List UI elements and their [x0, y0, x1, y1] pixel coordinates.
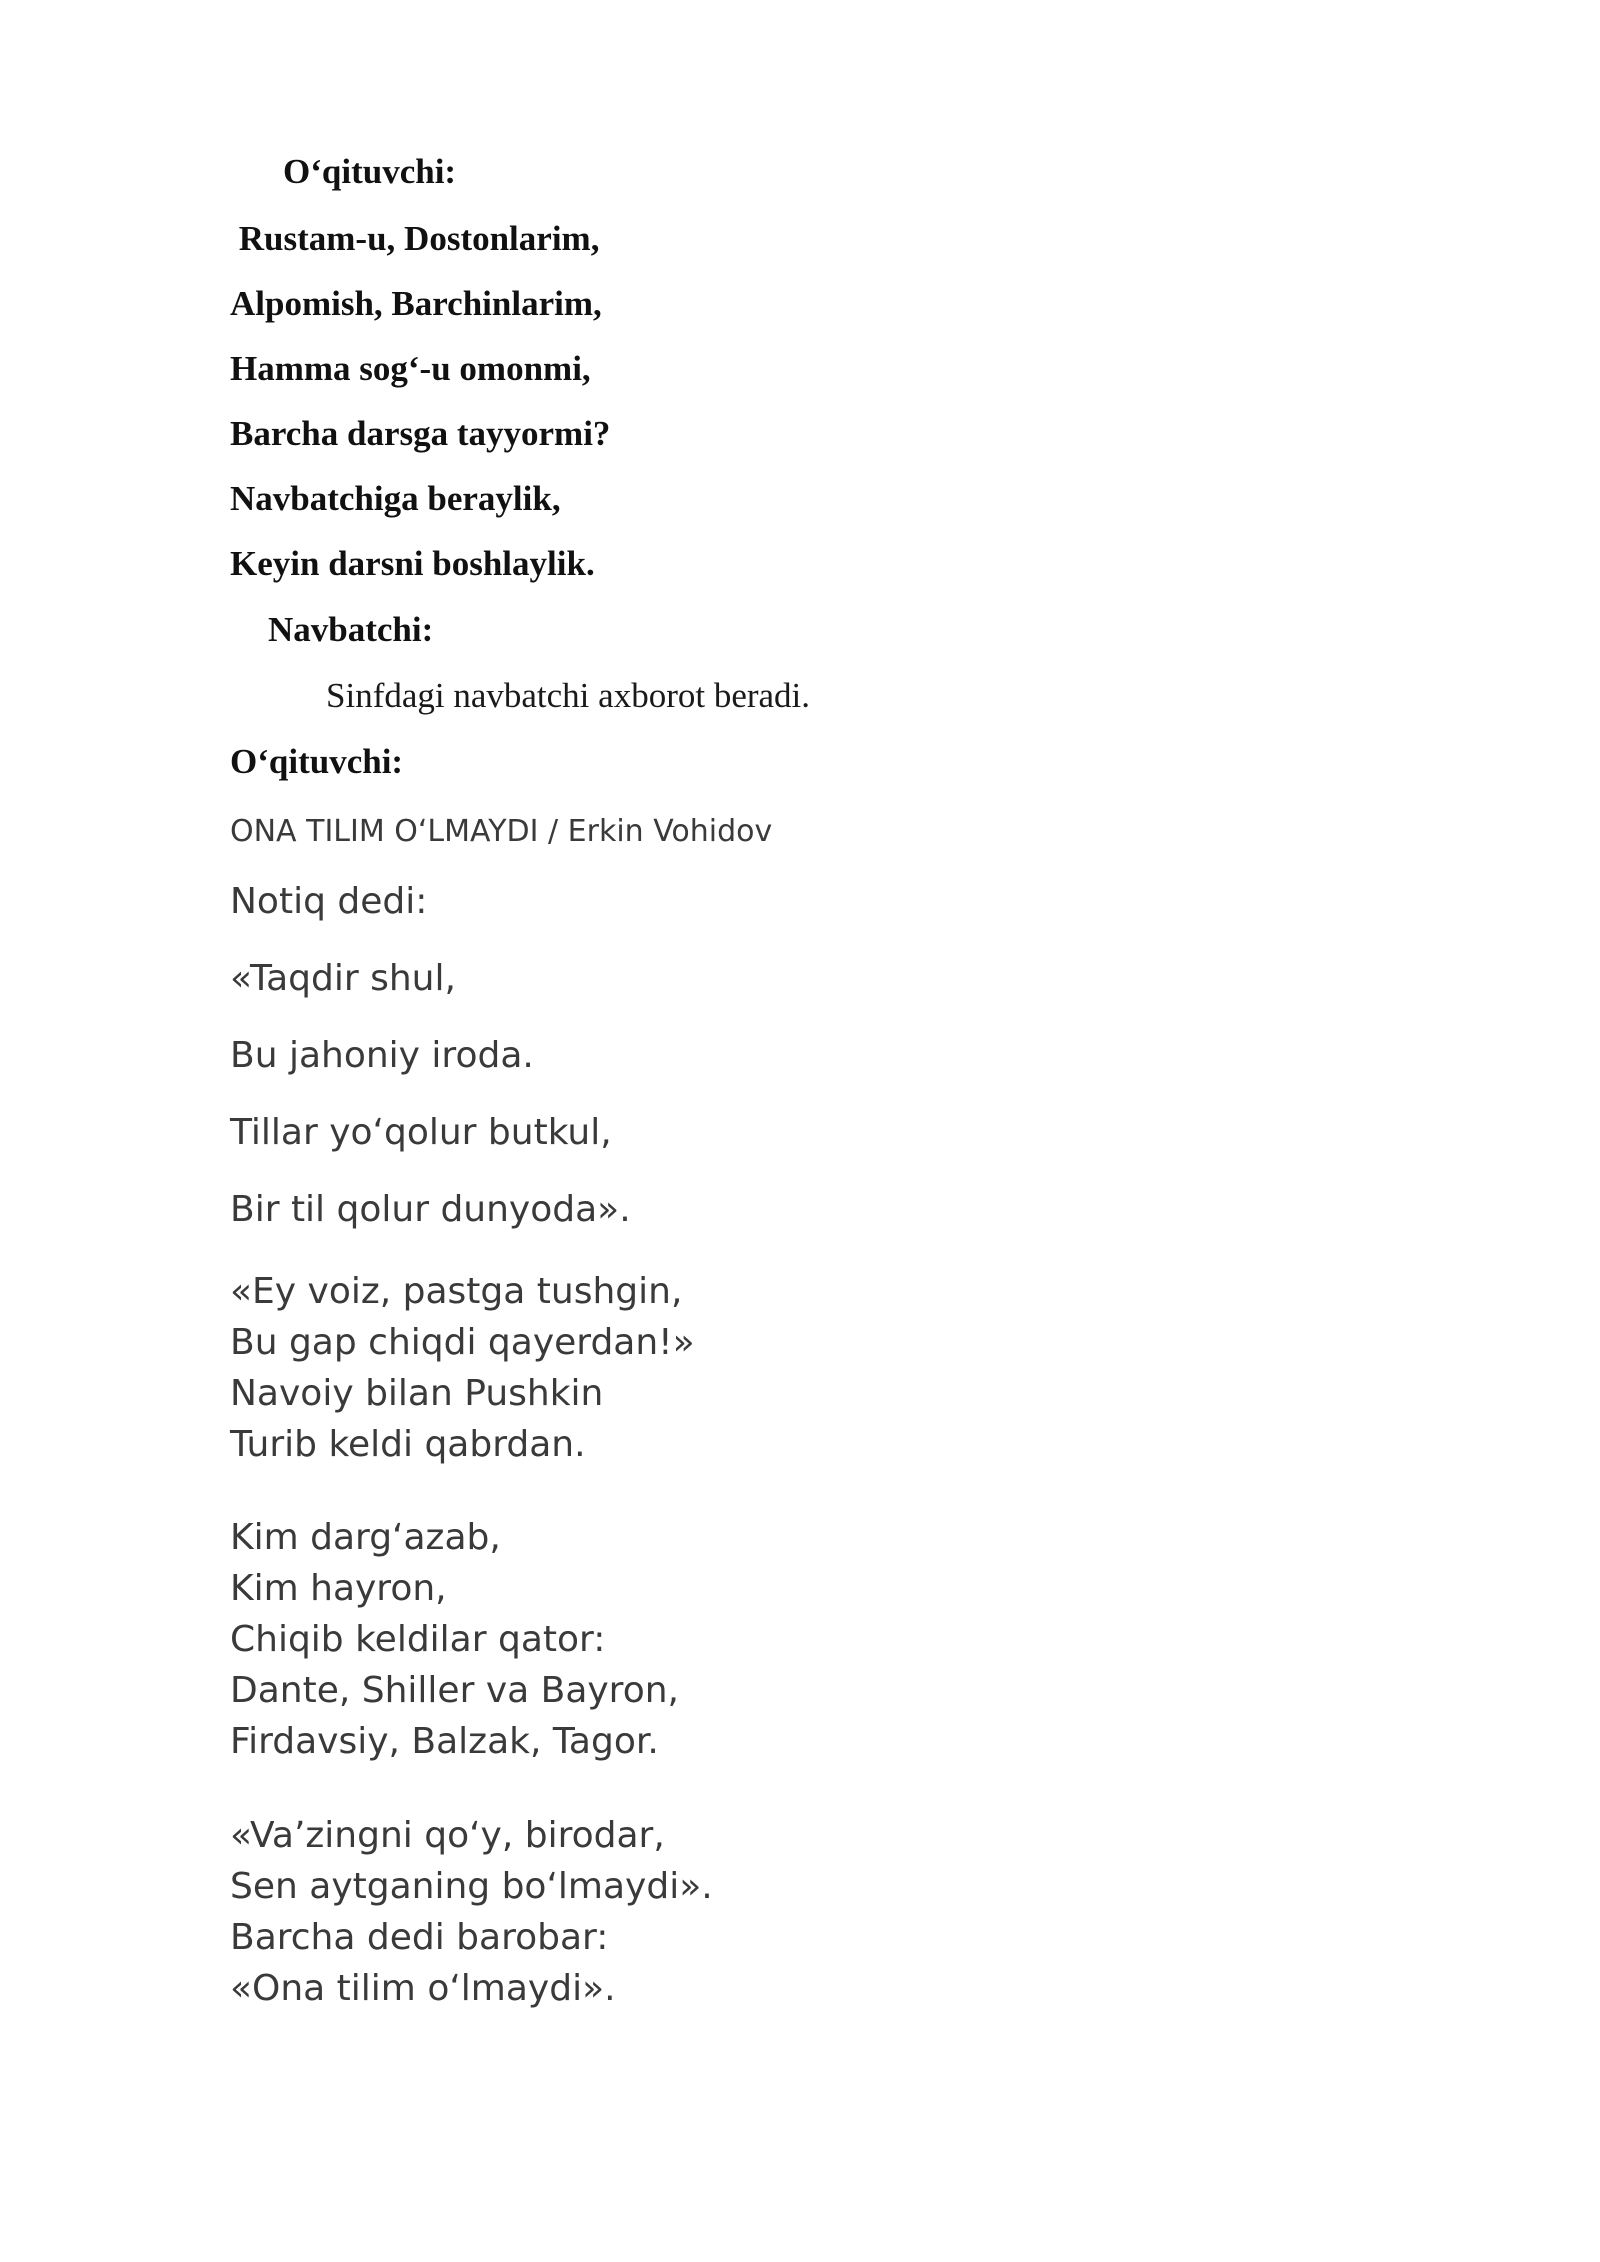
poem-line: «Taqdir shul,: [230, 958, 456, 999]
poem-line: Firdavsiy, Balzak, Tagor.: [230, 1721, 659, 1762]
poem-line: «Ey voiz, pastga tushgin,: [230, 1271, 683, 1312]
teacher-label: O‘qituvchi:: [283, 152, 457, 191]
poem-line: Barcha dedi barobar:: [230, 1917, 609, 1958]
duty-label: Navbatchi:: [268, 610, 434, 649]
greeting-line: Alpomish, Barchinlarim,: [230, 284, 602, 323]
poem-line: Navoiy bilan Pushkin: [230, 1373, 604, 1414]
poem-heading: ONA TILIM O‘LMAYDI / Erkin Vohidov: [230, 814, 773, 849]
poem-line: Kim hayron,: [230, 1568, 447, 1609]
greeting-line: Keyin darsni boshlaylik.: [230, 544, 595, 583]
greeting-line: Navbatchiga beraylik,: [230, 479, 561, 518]
poem-line: Dante, Shiller va Bayron,: [230, 1670, 679, 1711]
poem-line: Bu jahoniy iroda.: [230, 1035, 534, 1076]
teacher-label: O‘qituvchi:: [230, 742, 404, 781]
poem-line: Bir til qolur dunyoda».: [230, 1189, 631, 1230]
duty-text: Sinfdagi navbatchi axborot beradi.: [326, 676, 811, 715]
poem-line: Chiqib keldilar qator:: [230, 1619, 606, 1660]
poem-stanza: [230, 1512, 679, 1767]
greeting-line: Rustam-u, Dostonlarim,: [230, 219, 600, 258]
poem-line: Notiq dedi:: [230, 881, 428, 922]
greeting-line: Hamma sog‘-u omonmi,: [230, 349, 591, 388]
greeting-line: Barcha darsga tayyormi?: [230, 414, 611, 453]
poem-line: Bu gap chiqdi qayerdan!»: [230, 1322, 695, 1363]
poem-line: Turib keldi qabrdan.: [230, 1424, 586, 1465]
poem-line: Kim darg‘azab,: [230, 1517, 501, 1558]
poem-line: Sen aytganing bo‘lmaydi».: [230, 1866, 713, 1907]
poem-stanza: [230, 1266, 695, 1470]
poem-line: Tillar yo‘qolur butkul,: [230, 1112, 612, 1153]
poem-line: «Va’zingni qo‘y, birodar,: [230, 1815, 665, 1856]
poem-stanza: [230, 1810, 713, 2014]
poem-line: «Ona tilim o‘lmaydi».: [230, 1968, 616, 2009]
